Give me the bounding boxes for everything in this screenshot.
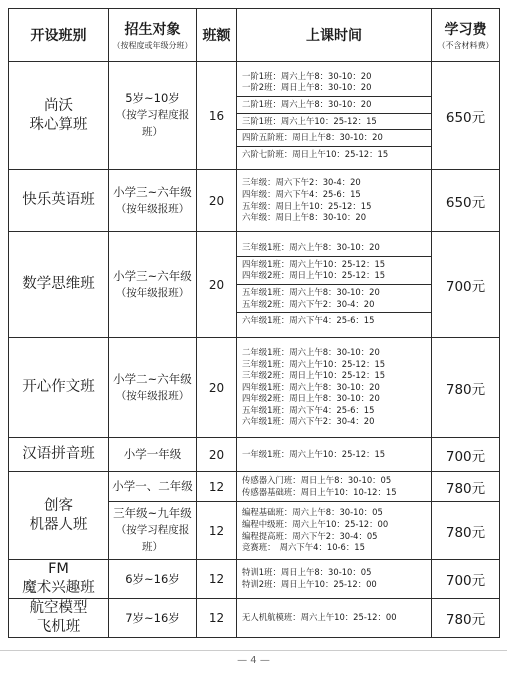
target-text: 5岁~10岁 xyxy=(125,91,180,105)
fee-amount: 700元 xyxy=(432,232,500,338)
schedule-cell xyxy=(237,560,432,599)
schedule-line: 五年级：周日上午10：25-12：15 xyxy=(242,200,372,211)
target-note: （按年级报班） xyxy=(115,202,190,215)
table-header-row xyxy=(9,9,500,62)
course-name: FM 魔术兴趣班 xyxy=(9,560,109,599)
schedule-group xyxy=(237,113,431,130)
schedule-cell xyxy=(237,170,432,232)
schedule-line: 一阶1班：周六上午8：30-10：20 xyxy=(242,70,372,81)
schedule-line: 四年级2班：周日上午8：30-10：20 xyxy=(242,393,380,404)
schedule-line: 编程基础班：周六上午8：30-10：05 xyxy=(242,507,383,518)
header-fee: 学习费 （不含材料费） xyxy=(432,9,500,62)
schedule-group xyxy=(237,447,431,463)
header-target: 招生对象 （按程度或年级分班） xyxy=(109,9,197,62)
class-size: 20 xyxy=(197,438,237,472)
schedule-cell xyxy=(237,232,432,338)
schedule-line: 三年级1班：周六上午10：25-12：15 xyxy=(242,358,386,369)
schedule-cell xyxy=(237,338,432,438)
fee-amount: 780元 xyxy=(432,472,500,502)
schedule-line: 三年级2班：周日上午10：25-12：15 xyxy=(242,370,386,381)
target-cell xyxy=(109,62,197,170)
page-number: — 4 — xyxy=(237,655,270,666)
schedule-group xyxy=(237,505,431,555)
schedule-line: 三年级：周六下午2：30-4：20 xyxy=(242,177,361,188)
course-name: 尚沃 珠心算班 xyxy=(9,62,109,170)
schedule-group xyxy=(237,345,431,430)
table-row xyxy=(9,560,500,599)
class-size: 16 xyxy=(197,62,237,170)
schedule-line: 四年级2班：周日上午10：25-12：15 xyxy=(242,270,386,281)
table-row xyxy=(9,472,500,502)
header-time: 上课时间 xyxy=(237,9,432,62)
target-cell xyxy=(109,170,197,232)
schedule-line: 二年级1班：周六上午8：30-10：20 xyxy=(242,346,380,357)
schedule-group xyxy=(237,312,431,329)
schedule-line: 二阶1班：周六上午8：30-10：20 xyxy=(242,98,372,109)
table-row xyxy=(9,338,500,438)
schedule-line: 五年级1班：周六上午8：30-10：20 xyxy=(242,287,380,297)
target-note: （按年级报班） xyxy=(115,286,190,299)
target-cell xyxy=(109,472,197,502)
target-cell xyxy=(109,338,197,438)
class-size: 20 xyxy=(197,232,237,338)
course-name: 开心作文班 xyxy=(9,338,109,438)
schedule-group xyxy=(237,175,431,225)
schedule-line: 四年级：周六下午4：25-6：15 xyxy=(242,188,361,199)
target-text: 6岁~16岁 xyxy=(125,571,180,586)
schedule-line: 六年级1班：周六下午4：25-6：15 xyxy=(242,315,375,326)
schedule-line: 六年级：周日上午8：30-10：20 xyxy=(242,212,367,223)
schedule-group xyxy=(237,129,431,146)
table-row xyxy=(9,438,500,472)
target-text: 小学二~六年级 xyxy=(113,371,192,386)
table-row xyxy=(9,232,500,338)
fee-amount: 700元 xyxy=(432,560,500,599)
schedule-line: 三年级1班：周六上午8：30-10：20 xyxy=(242,242,380,253)
schedule-line: 编程中级班：周六上午10：25-12：00 xyxy=(242,518,389,529)
schedule-cell xyxy=(237,62,432,170)
target-text: 小学一年级 xyxy=(123,447,182,461)
target-cell xyxy=(109,502,197,560)
header-classes: 班额 xyxy=(197,9,237,62)
fee-amount: 700元 xyxy=(432,438,500,472)
class-size: 12 xyxy=(197,472,237,502)
table-row xyxy=(9,599,500,638)
schedule-line: 六阶七阶班：周日上午10：25-12：15 xyxy=(242,148,389,159)
target-cell xyxy=(109,232,197,338)
target-text: 7岁~16岁 xyxy=(125,610,180,625)
schedule-line: 四年级1班：周六上午10：25-12：15 xyxy=(242,258,386,269)
schedule-line: 五年级1班：周六下午4：25-6：15 xyxy=(242,404,375,415)
schedule-group xyxy=(237,69,431,96)
schedule-cell xyxy=(237,502,432,560)
course-name: 数学思维班 xyxy=(9,232,109,338)
schedule-group xyxy=(237,256,431,284)
class-size: 12 xyxy=(197,502,237,560)
target-note: （按年级报班） xyxy=(115,389,190,402)
footer-divider xyxy=(0,650,507,651)
schedule-line: 特训1班：周日上午8：30-10：05 xyxy=(242,567,372,578)
schedule-cell xyxy=(237,472,432,502)
target-text: 小学三~六年级 xyxy=(113,184,192,199)
target-note: （按学习程度报班） xyxy=(115,524,190,553)
class-size: 12 xyxy=(197,560,237,599)
header-course: 开设班别 xyxy=(9,9,109,62)
schedule-line: 无人机航模班：周六上午10：25-12：00 xyxy=(242,612,397,623)
target-text: 三年级~九年级 xyxy=(113,506,192,520)
fee-amount: 650元 xyxy=(432,170,500,232)
target-cell xyxy=(109,599,197,638)
schedule-group xyxy=(237,240,431,256)
table-row xyxy=(9,170,500,232)
target-text: 小学一、二年级 xyxy=(112,479,193,493)
schedule-group xyxy=(237,96,431,113)
schedule-line: 特训2班：周日上午10：25-12：00 xyxy=(242,579,377,589)
schedule-group xyxy=(237,284,431,312)
schedule-line: 六年级1班：周六下午2：30-4：20 xyxy=(242,416,375,427)
course-name: 汉语拼音班 xyxy=(9,438,109,472)
schedule-line: 传感器基础班：周日上午10：10-12：15 xyxy=(242,486,397,497)
target-cell xyxy=(109,560,197,599)
target-text: 小学三~六年级 xyxy=(113,268,192,283)
fee-amount: 780元 xyxy=(432,338,500,438)
schedule-group xyxy=(237,565,431,592)
course-name: 创客 机器人班 xyxy=(9,472,109,560)
table-row xyxy=(9,62,500,170)
schedule-line: 传感器入门班：周日上午8：30-10：05 xyxy=(242,474,392,485)
schedule-line: 四阶五阶班：周日上午8：30-10：20 xyxy=(242,132,383,143)
course-name: 快乐英语班 xyxy=(9,170,109,232)
schedule-cell xyxy=(237,438,432,472)
schedule-line: 五年级2班：周六下午2：30-4：20 xyxy=(242,298,375,309)
schedule-line: 三阶1班：周六上午10：25-12：15 xyxy=(242,115,377,126)
schedule-group xyxy=(237,146,431,163)
target-cell xyxy=(109,438,197,472)
class-size: 12 xyxy=(197,599,237,638)
fee-amount: 780元 xyxy=(432,599,500,638)
schedule-group xyxy=(237,473,431,500)
schedule-line: 竞赛班： 周六下午4：10-6：15 xyxy=(242,542,365,553)
schedule-cell xyxy=(237,599,432,638)
course-table xyxy=(8,8,500,638)
schedule-group xyxy=(237,610,431,626)
target-note: （按学习程度报班） xyxy=(115,109,190,138)
class-size: 20 xyxy=(197,170,237,232)
course-name: 航空模型 飞机班 xyxy=(9,599,109,638)
class-size: 20 xyxy=(197,338,237,438)
schedule-line: 一阶2班：周日上午8：30-10：20 xyxy=(242,82,372,93)
fee-amount: 780元 xyxy=(432,502,500,560)
schedule-line: 一年级1班：周六上午10：25-12：15 xyxy=(242,448,386,459)
fee-amount: 650元 xyxy=(432,62,500,170)
schedule-line: 四年级1班：周六上午8：30-10：20 xyxy=(242,381,380,392)
schedule-line: 编程提高班：周六下午2：30-4：05 xyxy=(242,530,378,541)
